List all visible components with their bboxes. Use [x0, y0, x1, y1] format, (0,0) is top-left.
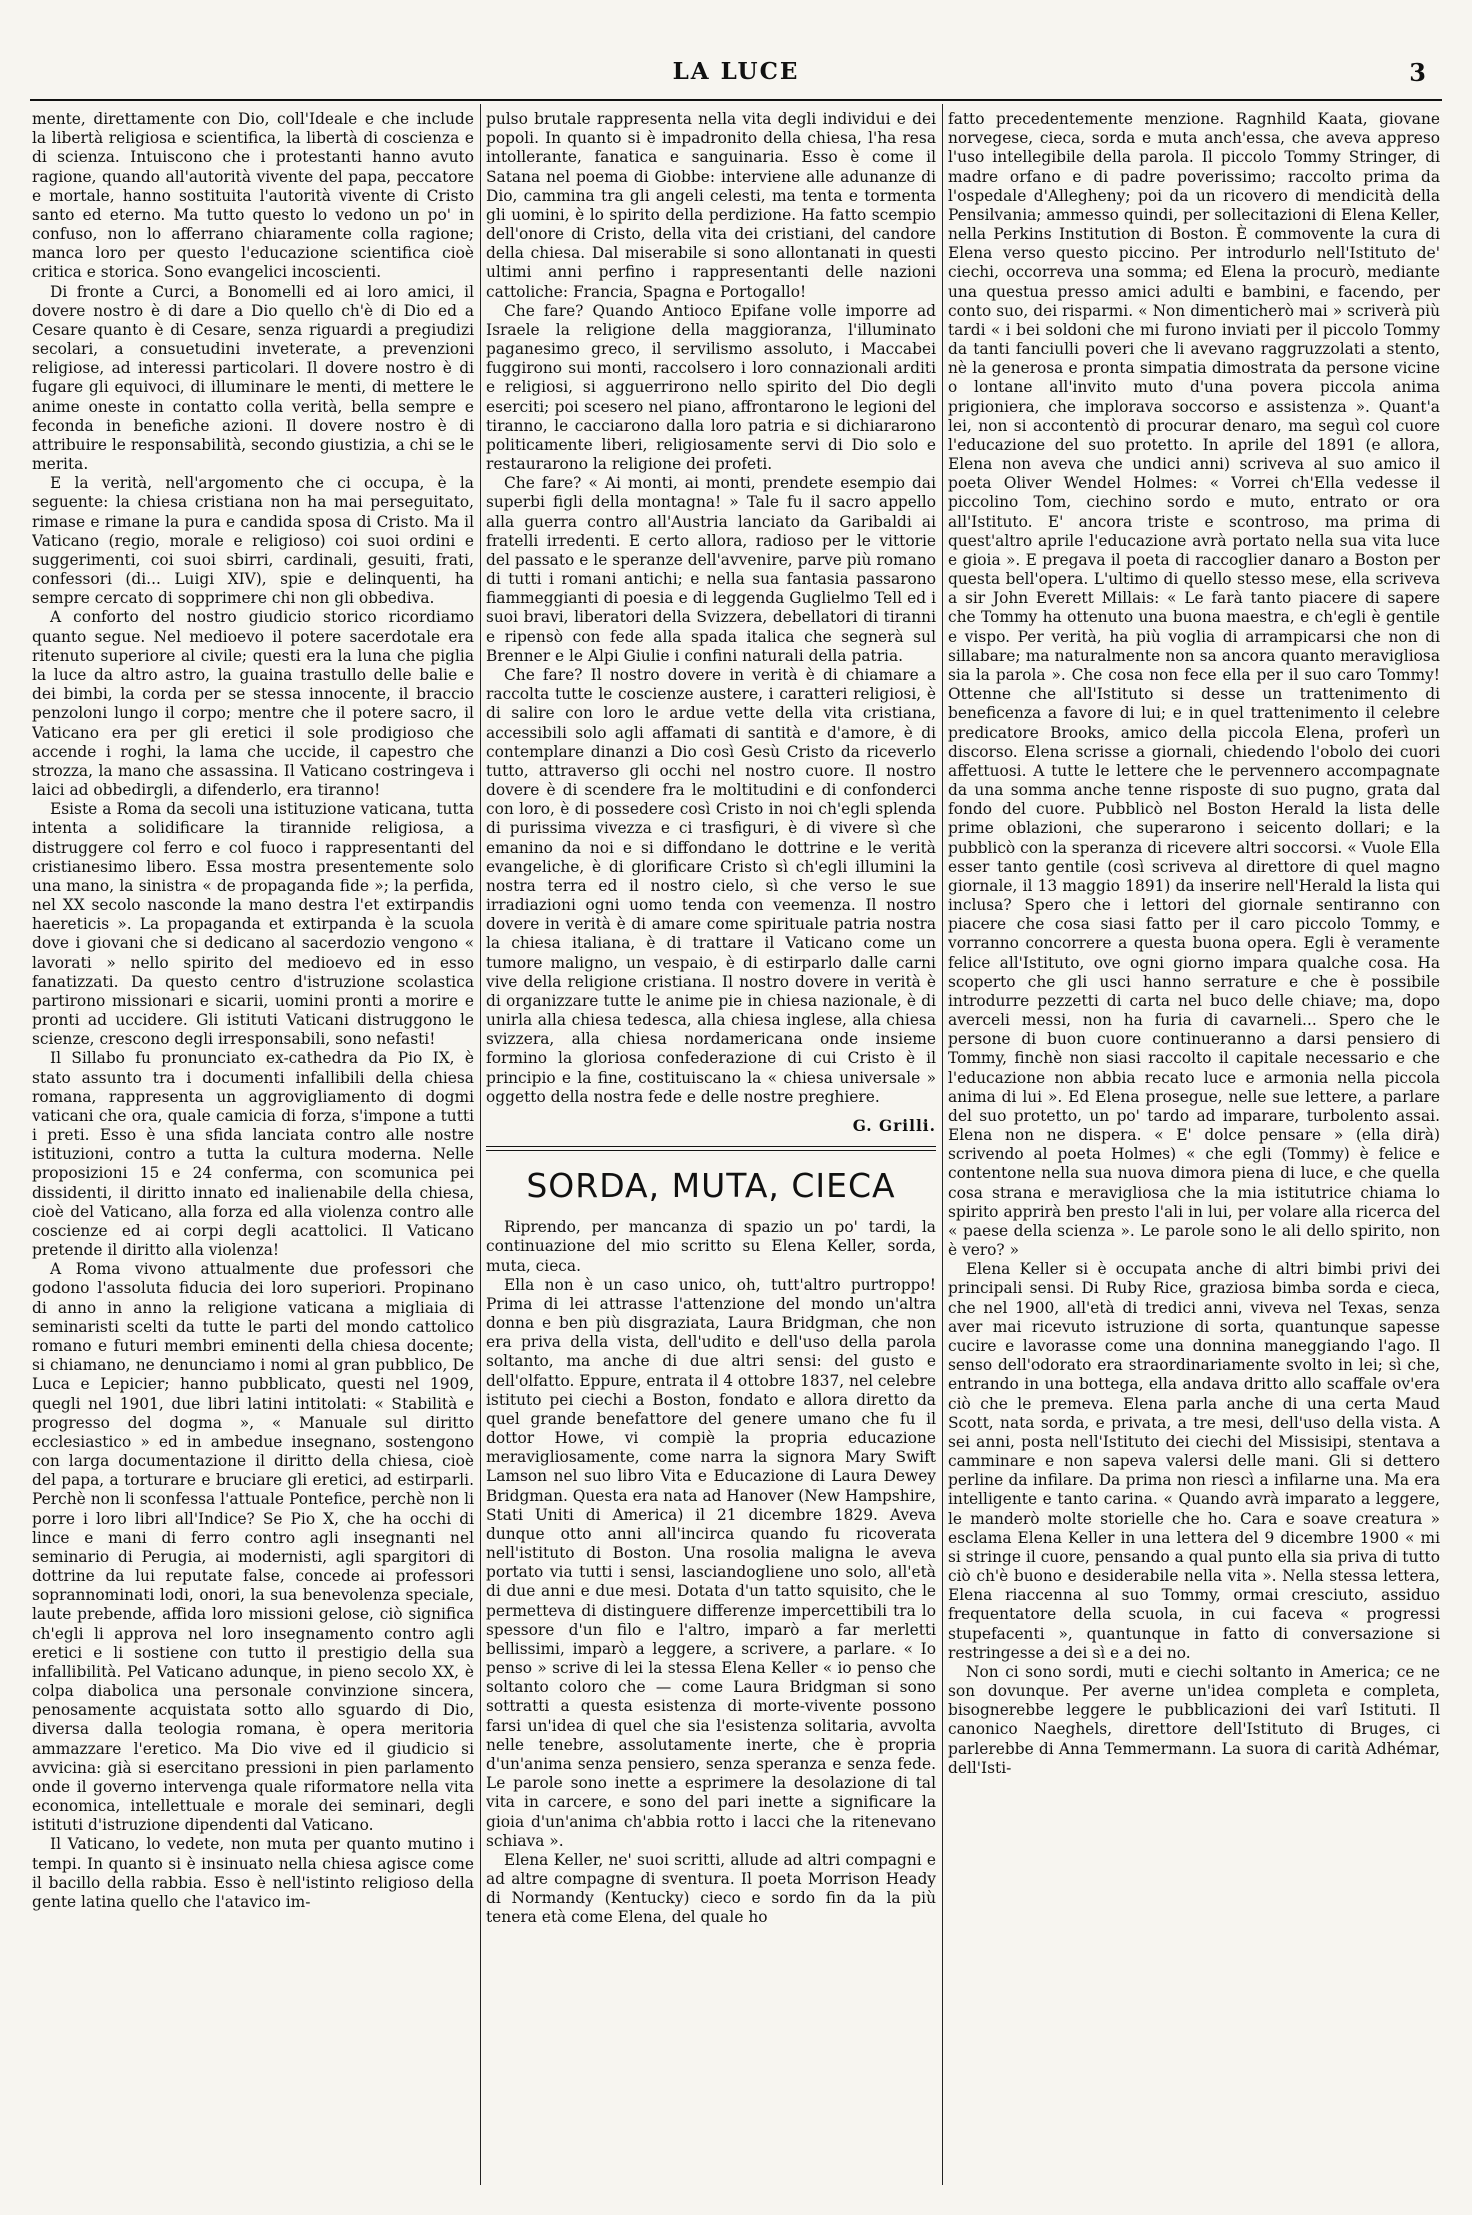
column-divider: [480, 104, 481, 2185]
paragraph: Di fronte a Curci, a Bonomelli ed ai loro amici, il dovere nostro è di dare a Dio quello ch'è di Dio ed a Cesare quanto è di Cesare, senza riguardi a pregiudizi secolari, a consuetudini inveterate, a prevenzioni religiose, ad interessi particolari. Il dovere nostro è di fugare gli equivoci, di illuminare le menti, di mettere le anime oneste in contatto colla verità, bella sempre e feconda in benefiche azioni. Il dovere nostro è di attribuire le responsabilità, secondo giustizia, a chi se le merita.: [32, 282, 474, 474]
newspaper-title: LA LUCE: [672, 58, 800, 85]
page-number: 3: [1409, 58, 1426, 87]
paragraph: Il Sillabo fu pronunciato ex-cathedra da Pio IX, è stato assunto tra i documenti infallibili della chiesa romana, rappresenta un aggrovigliamento di dogmi vaticani che ora, quale camicia di forza, s'impone a tutti i preti. Esso è una sfida lanciata contro alle nostre istituzioni, contro a tutta la cultura moderna. Nelle proposizioni 15 e 24 conferma, con scomunica pei dissidenti, il diritto innato ed inalienabile della chiesa, cioè del Vaticano, alla forza ed alla violenza contro alle coscienze ed ai corpi degli acattolici. Il Vaticano pretende il diritto alla violenza!: [32, 1049, 474, 1260]
column-2: [486, 110, 936, 2185]
paragraph: Elena Keller, ne' suoi scritti, allude ad altri compagni e ad altre compagne di sventura. Il poeta Morrison Heady di Normandy (Kentucky) cieco e sordo fin da la più tenera età come Elena, del quale ho: [486, 1850, 936, 1927]
paragraph: Ella non è un caso unico, oh, tutt'altro purtroppo! Prima di lei attrasse l'attenzione del mondo un'altra donna e ben più disgraziata, Laura Bridgman, che non era priva della vista, dell'udito e dell'uso della parola soltanto, ma anche di due altri sensi: del gusto e dell'olfatto. Eppure, entrata il 4 ottobre 1837, nel celebre istituto pei ciechi a Boston, fondato e allora diretto da quel grande benefattore del genere umano che fu il dottor Howe, vi compiè la propria educazione meravigliosamente, come narra la signora Mary Swift Lamson nel suo libro Vita e Educazione di Laura Dewey Bridgman. Questa era nata ad Hanover (New Hampshire, Stati Uniti di America) il 21 dicembre 1829. Aveva dunque otto anni all'incirca quando fu ricoverata nell'istituto di Boston. Una rosolia maligna le aveva portato via tutti i sensi, lasciandogliene uno solo, all'età di due anni e due mesi. Dotata d'un tatto squisito, che le permetteva di distinguere differenze impercettibili tra lo spessore d'un filo e l'altro, imparò a far merletti bellissimi, imparò a leggere, a scrivere, a parlare. « Io penso » scrive di lei la stessa Elena Keller « io penso che soltanto coloro che — come Laura Bridgman si sono sottratti a questa esistenza di morte-vivente possono farsi un'idea di quel che sia l'esistenza solitaria, avvolta nelle tenebre, assolutamente inerte, che è propria d'un'anima senza pensiero, senza speranza e senza fede. Le parole sono inette a esprimere la desolazione di tal vita in carcere, e sono del pari inette a significare la gioia d'un'anima ch'abbia rotto i lacci che la ritenevano schiava ».: [486, 1275, 936, 1850]
paragraph: Che fare? Il nostro dovere in verità è di chiamare a raccolta tutte le coscienze austere, i caratteri religiosi, è di salire con loro le ardue vette della vita cristiana, accessibili solo agli affamati di santità e d'amore, è di contemplare dinanzi a Dio così Gesù Cristo da riceverlo tutto, attraverso gli occhi nel nostro cuore. Il nostro dovere è di scendere fra le moltitudini e di confonderci con loro, è di possedere così Cristo in noi ch'egli splenda di purissima vivezza e ci trasfiguri, è di vivere sì che emanino da noi e si diffondano le dottrine e le verità evangeliche, è di glorificare Cristo sì ch'egli illumini la nostra terra ed il nostro cielo, sì che verso le sue irradiazioni ogni uomo tenda con veemenza. Il nostro dovere in verità è di amare come spirituale patria nostra la chiesa italiana, è di trattare il Vaticano come un tumore maligno, un vespaio, è di estirparlo dalle carni vive della religione cristiana. Il nostro dovere in verità è di organizzare tutte le anime pie in chiesa nazionale, è di unirla alla chiesa tedesca, alla chiesa inglese, alla chiesa svizzera, alla chiesa nordamericana onde insieme formino la gloriosa confederazione di cui Cristo è il principio e la fine, costituiscano la « chiesa universale » oggetto della nostra fede e delle nostre preghiere.: [486, 665, 936, 1106]
article-headline: SORDA, MUTA, CIECA: [526, 1166, 896, 1206]
article-divider: [486, 1146, 936, 1151]
column-3: [948, 110, 1440, 2185]
header-rule: [30, 99, 1442, 101]
paragraph: fatto precedentemente menzione. Ragnhild Kaata, giovane norvegese, cieca, sorda e muta anch'essa, che aveva appreso l'uso intellegibile della parola. Il piccolo Tommy Stringer, di madre orfano e di padre poverissimo; raccolto prima da l'ospedale d'Allegheny; poi da un ricovero di mendicità della Pensilvania; ammesso quindi, per sollecitazioni di Elena Keller, nella Perkins Institution di Boston. È commovente la cura di Elena verso questo piccino. Per introdurlo nell'Istituto de' ciechi, occorreva una somma; ed Elena la procurò, mediante una questua presso amici adulti e bambini, e facendo, per conto suo, dei risparmi. « Non dimenticherò mai » scriverà più tardi « i bei soldoni che mi furono inviati per il piccolo Tommy da tanti fanciulli poveri che li avevano raggruzzolati a stento, nè la generosa e pronta simpatia dimostrata da persone vicine o lontane all'invito muto d'una povera piccola anima prigioniera, che implorava soccorso e assistenza ». Quant'a lei, non si accontentò di procurar denaro, ma seguì col cuore l'educazione del suo protetto. In aprile del 1891 (e allora, Elena non aveva che undici anni) scriveva al suo amico il poeta Oliver Wendel Holmes: « Vorrei ch'Ella vedesse il piccolino Tom, ciechino sordo e muto, entrato or ora all'Istituto. E' ancora triste e scontroso, ma prima di quest'altro aprile l'educazione avrà portato nella sua vita luce e gioia ». E pregava il poeta di raccoglier danaro a Boston per questa bell'opera. L'ultimo di quello stesso mese, ella scriveva a sir John Everett Millais: « Le farà tanto piacere di sapere che Tommy ha ottenuto una buona maestra, e ch'egli è gentile e vispo. Per verità, ha più voglia di arrampicarsi che non di sillabare; ma naturalmente non sa ancora quanto meravigliosa sia la parola ». Che cosa non fece ella per il suo caro Tommy! Ottenne che all'Istituto si desse un trattenimento di beneficenza a favore di lui; e in quel trattenimento il celebre predicatore Brooks, amico della piccola Elena, proferì un discorso. Elena scrisse a giornali, chiedendo l'obolo dei cuori affettuosi. A tutte le lettere che le pervennero accompagnate da una somma anche tenne risposte di suo pugno, grata dal fondo del cuore. Pubblicò nel Boston Herald la lista delle prime oblazioni, che superarono i seicento dollari; e la pubblicò con la speranza di ricevere altri soccorsi. « Vuole Ella esser tanto gentile (così scriveva al direttore di quel magno giornale, il 13 maggio 1891) da inserire nell'Herald la lista qui inclusa? Spero che i lettori del giornale sentiranno con piacere che cosa siasi fatto per il caro piccolo Tommy, e vorranno concorrere a questa buona opera. Egli è veramente felice all'Istituto, ove ogni giorno impara qualche cosa. Ha scoperto che gli usci hanno serrature e che è possibile introdurre pezzetti di carta nel buco delle chiave; ma, dopo averceli messi, non ha furia di cavarneli... Spero che le persone di buon cuore continueranno a darsi pensiero di Tommy, finchè non siasi raccolto il capitale necessario e che l'educazione non abbia recato luce e armonia nella piccola anima di lui ». Ed Elena prosegue, nelle sue lettere, a parlare del suo protetto, un po' tardo ad imparare, turbolento assai. Elena non ne dispera. « E' dolce pensare » (ella dirà) scrivendo al poeta Holmes) « che egli (Tommy) è felice e contentone nella sua nuova dimora piena di luce, e che quella cosa strana e meravigliosa che la mia istitutrice chiama lo spirito apprirà ben presto l'ali in lui, per volare alla ricerca del « paese della scienza ». Le parole sono le ali dello spirito, non è vero? »: [948, 110, 1440, 1260]
paragraph: Che fare? Quando Antioco Epifane volle imporre ad Israele la religione della maggioranza, l'illuminato paganesimo greco, il servilismo assoluto, i Maccabei fuggirono sui monti, raccolsero i loro connazionali arditi e religiosi, si agguerrirono nello spirito del Dio degli eserciti; poi scesero nel piano, affrontarono le legioni del tiranno, le cacciarono dalla loro patria e si dichiararono politicamente liberi, religiosamente servi di Dio solo e restaurarono la religione dei profeti.: [486, 301, 936, 474]
column-1: [32, 110, 474, 2185]
paragraph: pulso brutale rappresenta nella vita degli individui e dei popoli. In quanto si è impadronito della chiesa, l'ha resa intollerante, fanatica e sanguinaria. Esso è come il Satana nel poema di Giobbe: interviene alle adunanze di Dio, cammina tra gli angeli celesti, ma tenta e tormenta gli uomini, è lo spirito della perdizione. Ha fatto scempio dell'onore di Cristo, della vita dei cristiani, del candore della chiesa. Dal miserabile si sono allontanati in questi ultimi anni perfino i rappresentanti delle nazioni cattoliche: Francia, Spagna e Portogallo!: [486, 110, 936, 301]
author-signature: G. Grilli.: [852, 1116, 936, 1135]
paragraph: Elena Keller si è occupata anche di altri bimbi privi dei principali sensi. Di Ruby Rice, graziosa bimba sorda e cieca, che nel 1900, all'età di tredici anni, viveva nel Texas, senza aver mai ricevuto istruzione di sorta, quantunque sapesse cucire e lavorasse come una donnina maneggiando l'ago. Il senso dell'odorato era straordinariamente svolto in lei; sì che, entrando in una bottega, ella andava dritto allo scaffale ov'era ciò che le premeva. Elena parla anche di una certa Maud Scott, nata sorda, e privata, a tre mesi, dell'uso della vista. A sei anni, posta nell'Istituto dei ciechi del Missisipi, stentava a camminare e non sapeva valersi delle mani. Gli si dettero perline da infilare. Da prima non riescì a infilarne una. Ma era intelligente e tanto carina. « Quando avrà imparato a leggere, le manderò molte storielle che ho. Cara e soave creatura » esclama Elena Keller in una lettera del 9 dicembre 1900 « mi si stringe il cuore, pensando a qual punto ella sia priva di tutto ciò ch'è buono e desiderabile nella vita ». Nella stessa lettera, Elena riaccenna al suo Tommy, ormai cresciuto, assiduo frequentatore della scuola, in cui faceva « progressi stupefacenti », quantunque in fatto di conversazione si restringesse a dei sì e a dei no.: [948, 1260, 1440, 1662]
paragraph: A conforto del nostro giudicio storico ricordiamo quanto segue. Nel medioevo il potere sacerdotale era ritenuto superiore al civile; questi era la luna che piglia la luce da altro astro, la guaina trastullo delle balie e dei bimbi, la corda per se stessa innocente, il braccio penzoloni lungo il corpo; mentre che il potere sacro, il Vaticano era per gli eretici il sole prodigioso che accende i roghi, la lama che uccide, il capestro che strozza, la mano che assassina. Il Vaticano costringeva i laici ad obbedirgli, a difenderlo, era tiranno!: [32, 608, 474, 800]
paragraph: mente, direttamente con Dio, coll'Ideale e che include la libertà religiosa e scientifica, la libertà di coscienza e di scienza. Intuiscono che i protestanti hanno avuto ragione, quando all'autorità vivente del papa, peccatore e mortale, hanno sostituita l'autorità vivente di Cristo santo ed eterno. Ma tutto questo lo vedono un po' in confuso, non lo afferrano chiaramente colla ragione; manca loro per questo l'educazione scientifica cioè critica e storica. Sono evangelici incoscienti.: [32, 110, 474, 282]
paragraph: Esiste a Roma da secoli una istituzione vaticana, tutta intenta a solidificare la tirannide religiosa, a distruggere col ferro e col fuoco i rappresentanti del cristianesimo libero. Essa mostra presentemente solo una mano, la sinistra « de propaganda fide »; la perfida, nel XX secolo nasconde la mano destra l'et extirpandis haereticis ». La propaganda et extirpanda è la scuola dove i giovani che si dedicano al sacerdozio vengono « lavorati » nello spirito del medioevo ed in esso fanatizzati. Da questo centro d'istruzione scolastica partirono missionari e sicarii, uomini pronti a morire e pronti ad uccidere. Gli istituti Vaticani distruggono le scienze, crescono degli irresponsabili, sono nefasti!: [32, 800, 474, 1049]
paragraph: Che fare? « Ai monti, ai monti, prendete esempio dai superbi figli della montagna! » Tale fu il sacro appello alla guerra contro all'Austria lanciato da Garibaldi ai fratelli irredenti. E certo allora, radioso per le vittorie del passato e le speranze dell'avvenire, parve più romano di tutti i romani antichi; e nella sua fantasia passarono fiammeggianti di poesia e di leggenda Guglielmo Tell ed i suoi bravi, liberatori della Svizzera, debellatori di tiranni e ripensò con fede alla spada italica che segnerà sul Brenner e le Alpi Giulie i confini naturali della patria.: [486, 474, 936, 665]
masthead: [0, 0, 1472, 110]
paragraph: A Roma vivono attualmente due professori che godono l'assoluta fiducia dei loro superiori. Propinano di anno in anno la religione vaticana a migliaia di seminaristi scelti da tutte le parti del mondo cattolico romano e futuri membri eminenti della chiesa docente; si chiamano, ne denunciamo i nomi al gran pubblico, De Luca e Lepicier; hanno pubblicato, questi nel 1909, quegli nel 1901, due libri latini intitolati: « Stabilità e progresso del dogma », « Manuale sul diritto ecclesiastico » ed in ambedue insegnano, sostengono con larga documentazione il diritto della chiesa, cioè del papa, a torturare e bruciare gli eretici, ad estirparli. Perchè non li sconfessa l'attuale Pontefice, perchè non li porre i loro libri all'Indice? Se Pio X, che ha occhi di lince e mani di ferro contro agli insegnanti nel seminario di Perugia, ai modernisti, agli spargitori di dottrine da lui reputate false, concede ai professori soprannominati lodi, onori, la sua benevolenza speciale, laute prebende, affida loro missioni gelose, ciò significa ch'egli li approva nel loro insegnamento contro agli eretici e li sostiene con tutto il prestigio della sua infallibilità. Pel Vaticano adunque, in pieno secolo XX, è colpa diabolica una personale convinzione sincera, penosamente acquistata sotto allo sguardo di Dio, diversa dalla teologia romana, è opera meritoria ammazzare l'eretico. Ma Dio vive ed il giudicio si avvicina: già si esercitano pressioni in pien parlamento onde il governo intervenga quale riformatore nella vita economica, intellettuale e morale dei seminari, degli istituti d'istruzione dipendenti dal Vaticano.: [32, 1260, 474, 1835]
paragraph: E la verità, nell'argomento che ci occupa, è la seguente: la chiesa cristiana non ha mai perseguitato, rimase e rimane la pura e candida sposa di Cristo. Ma il Vaticano (regio, morale e religioso) coi suoi ordini e suggerimenti, coi suoi sbirri, cardinali, gesuiti, frati, confessori (di... Luigi XIV), spie e delinquenti, ha sempre cercato di sopprimere chi non gli obbediva.: [32, 474, 474, 608]
column-divider: [942, 104, 943, 2185]
paragraph: Riprendo, per mancanza di spazio un po' tardi, la continuazione del mio scritto su Elena Keller, sorda, muta, cieca.: [486, 1218, 936, 1275]
paragraph: Non ci sono sordi, muti e ciechi soltanto in America; ce ne son dovunque. Per averne un'idea completa e completa, bisognerebbe leggere le pubblicazioni dei varî Istituti. Il canonico Naeghels, direttore dell'Istituto di Bruges, ci parlerebbe di Anna Temmermann. La suora di carità Adhémar, dell'Isti-: [948, 1662, 1440, 1777]
paragraph: Il Vaticano, lo vedete, non muta per quanto mutino i tempi. In quanto si è insinuato nella chiesa agisce come il bacillo della rabbia. Esso è nell'istinto religioso della gente latina quello che l'atavico im-: [32, 1835, 474, 1911]
